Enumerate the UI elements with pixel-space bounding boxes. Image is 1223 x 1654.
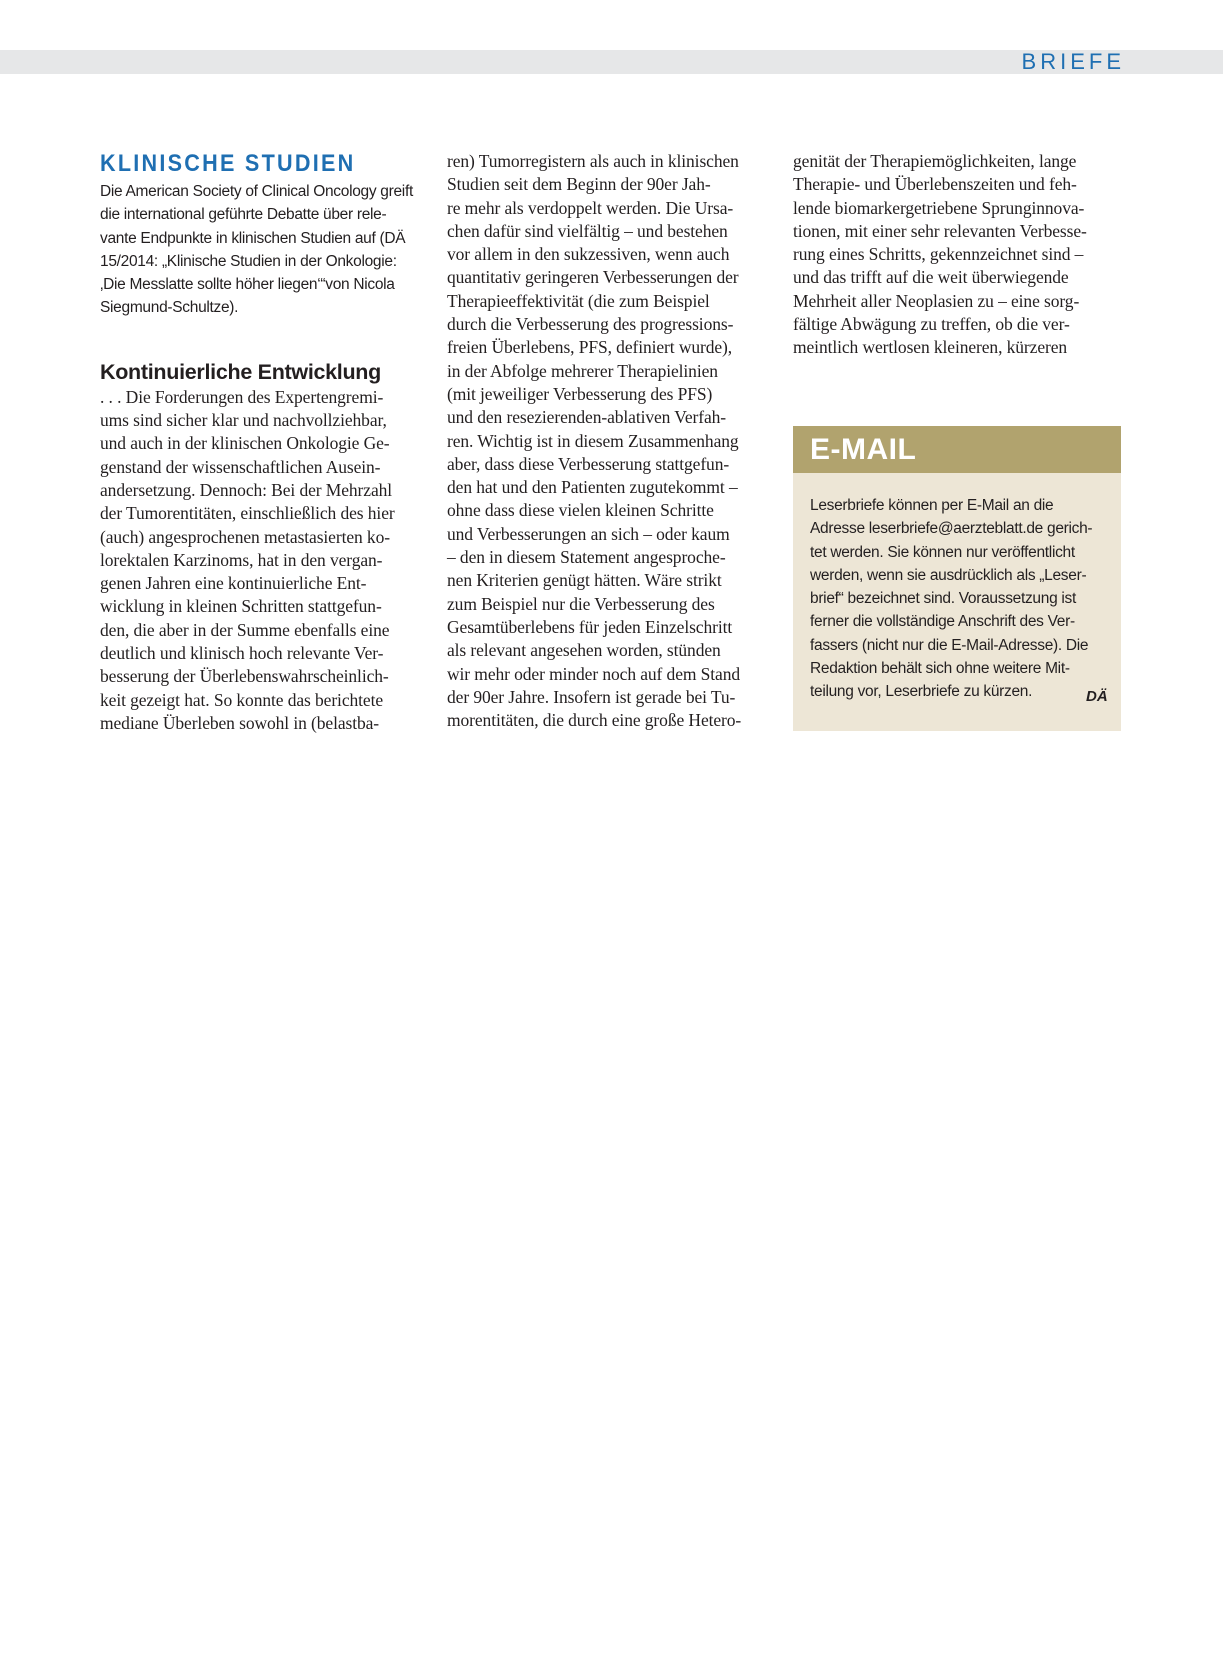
text-line: quantitativ geringeren Verbesserungen der (447, 267, 739, 288)
text-line: Studien seit dem Beginn der 90er Jah- (447, 174, 711, 195)
text-line: (auch) angesprochenen metastasierten ko- (100, 526, 390, 547)
text-line: tionen, mit einer sehr relevanten Verbesse- (793, 220, 1087, 241)
text-line: als relevant angesehen worden, stünden (447, 640, 721, 661)
text-line: lorektalen Karzinoms, hat in den vergan- (100, 549, 383, 570)
text-line: ren. Wichtig ist in diesem Zusammenhang (447, 430, 739, 451)
column-1-text (100, 386, 430, 735)
email-box-line: Leserbriefe können per E-Mail an die (810, 497, 1054, 514)
email-info-box (793, 426, 1121, 731)
article-subheading: Kontinuierliche Entwicklung (100, 359, 381, 384)
text-line: deutlich und klinisch hoch relevante Ver- (100, 643, 384, 664)
intro-line: ‚Die Messlatte sollte höher liegen‘“von Nicola (100, 276, 395, 294)
email-box-line: brief“ bezeichnet sind. Voraussetzung ist (810, 590, 1076, 608)
article-kicker: KLINISCHE STUDIEN (100, 150, 356, 177)
intro-line: 15/2014: „Klinische Studien in der Onkologie: (100, 252, 397, 270)
text-line: chen dafür sind vielfältig – und bestehen (447, 220, 728, 241)
text-line: morentitäten, die durch eine große Hetero- (447, 710, 742, 731)
email-box-line: Redaktion behält sich ohne weitere Mit- (810, 660, 1070, 678)
text-line: wir mehr oder minder noch auf dem Stand (447, 663, 741, 684)
text-line: Mehrheit aller Neoplasien zu – eine sorg- (793, 290, 1080, 311)
text-line: andersetzung. Dennoch: Bei der Mehrzahl (100, 479, 393, 500)
text-line: ren) Tumorregistern als auch in klinischen (447, 151, 739, 171)
email-box-title: E-MAIL (793, 426, 1121, 473)
email-box-line: tet werden. Sie können nur veröffentlicht (810, 543, 1075, 561)
text-line: Therapie- und Überlebenszeiten und feh- (793, 174, 1077, 195)
email-box-line: ferner die vollständige Anschrift des Ver- (810, 613, 1075, 631)
text-line: ohne dass diese vielen kleinen Schritte (447, 500, 714, 521)
text-line: besserung der Überlebenswahrscheinlich- (100, 666, 389, 687)
email-box-line: teilung vor, Leserbriefe zu kürzen. (810, 683, 1033, 701)
text-line: den, die aber in der Summe ebenfalls eine (100, 619, 390, 640)
email-box-signature: DÄ (1086, 688, 1108, 705)
text-line: Gesamtüberlebens für jeden Einzelschritt (447, 616, 733, 637)
text-line: den hat und den Patienten zugutekommt – (447, 477, 738, 498)
column-1 (100, 150, 430, 735)
text-line: und auch in der klinischen Onkologie Ge- (100, 433, 390, 454)
text-line: vor allem in den sukzessiven, wenn auch (447, 244, 730, 265)
email-box-line: Adresse leserbriefe@aerzteblatt.de gerich- (810, 520, 1093, 538)
text-line: und das trifft auf die weit überwiegende (793, 267, 1069, 288)
text-line: der 90er Jahre. Insofern ist gerade bei Tu- (447, 686, 736, 707)
text-line: wicklung in kleinen Schritten stattgefun- (100, 596, 382, 617)
column-3 (793, 150, 1123, 360)
text-line: der Tumorentitäten, einschließlich des hier (100, 503, 395, 524)
text-line: meintlich wertlosen kleineren, kürzeren (793, 337, 1068, 358)
section-label: BRIEFE (1021, 49, 1125, 74)
text-line: rung eines Schritts, gekennzeichnet sind – (793, 244, 1084, 265)
email-box-line: fassers (nicht nur die E-Mail-Adresse). Die (810, 636, 1089, 654)
text-line: durch die Verbesserung des progressions- (447, 314, 734, 335)
text-line: – den in diesem Statement angesproche- (447, 547, 726, 568)
text-line: freien Überlebens, PFS, definiert wurde), (447, 337, 733, 358)
text-line: mediane Überleben sowohl in (belastba- (100, 712, 380, 733)
text-line: fältige Abwägung zu treffen, ob die ver- (793, 314, 1070, 335)
text-line: und Verbesserungen an sich – oder kaum (447, 523, 730, 544)
article-intro (100, 180, 430, 320)
text-line: aber, dass diese Verbesserung stattgefun- (447, 453, 730, 474)
column-2 (447, 150, 777, 732)
text-line: genstand der wissenschaftlichen Ausein- (100, 456, 381, 477)
text-line: ums sind sicher klar und nachvollziehbar, (100, 410, 387, 431)
text-line: . . . Die Forderungen des Expertengremi- (100, 386, 384, 407)
text-line: und den resezierenden-ablativen Verfah- (447, 407, 727, 428)
text-line: (mit jeweiliger Verbesserung des PFS) (447, 383, 713, 404)
text-line: genen Jahren eine kontinuierliche Ent- (100, 573, 367, 594)
intro-line: Die American Society of Clinical Oncology greift (100, 183, 413, 200)
text-line: lende biomarkergetriebene Sprunginnova- (793, 197, 1085, 218)
text-line: zum Beispiel nur die Verbesserung des (447, 593, 715, 614)
email-box-line: werden, wenn sie ausdrücklich als „Leser- (810, 566, 1087, 584)
text-line: Therapieeffektivität (die zum Beispiel (447, 290, 710, 311)
text-line: nen Kriterien genügt hätten. Wäre strikt (447, 570, 722, 591)
intro-line: Siegmund-Schultze). (100, 299, 239, 317)
intro-line: die international geführte Debatte über rele- (100, 206, 387, 224)
intro-line: vante Endpunkte in klinischen Studien auf (DÄ (100, 229, 406, 247)
text-line: in der Abfolge mehrerer Therapielinien (447, 360, 718, 381)
text-line: genität der Therapiemöglichkeiten, lange (793, 151, 1077, 171)
email-box-text (810, 494, 1110, 704)
text-line: re mehr als verdoppelt werden. Die Ursa- (447, 197, 734, 218)
text-line: keit gezeigt hat. So konnte das berichtete (100, 689, 383, 710)
